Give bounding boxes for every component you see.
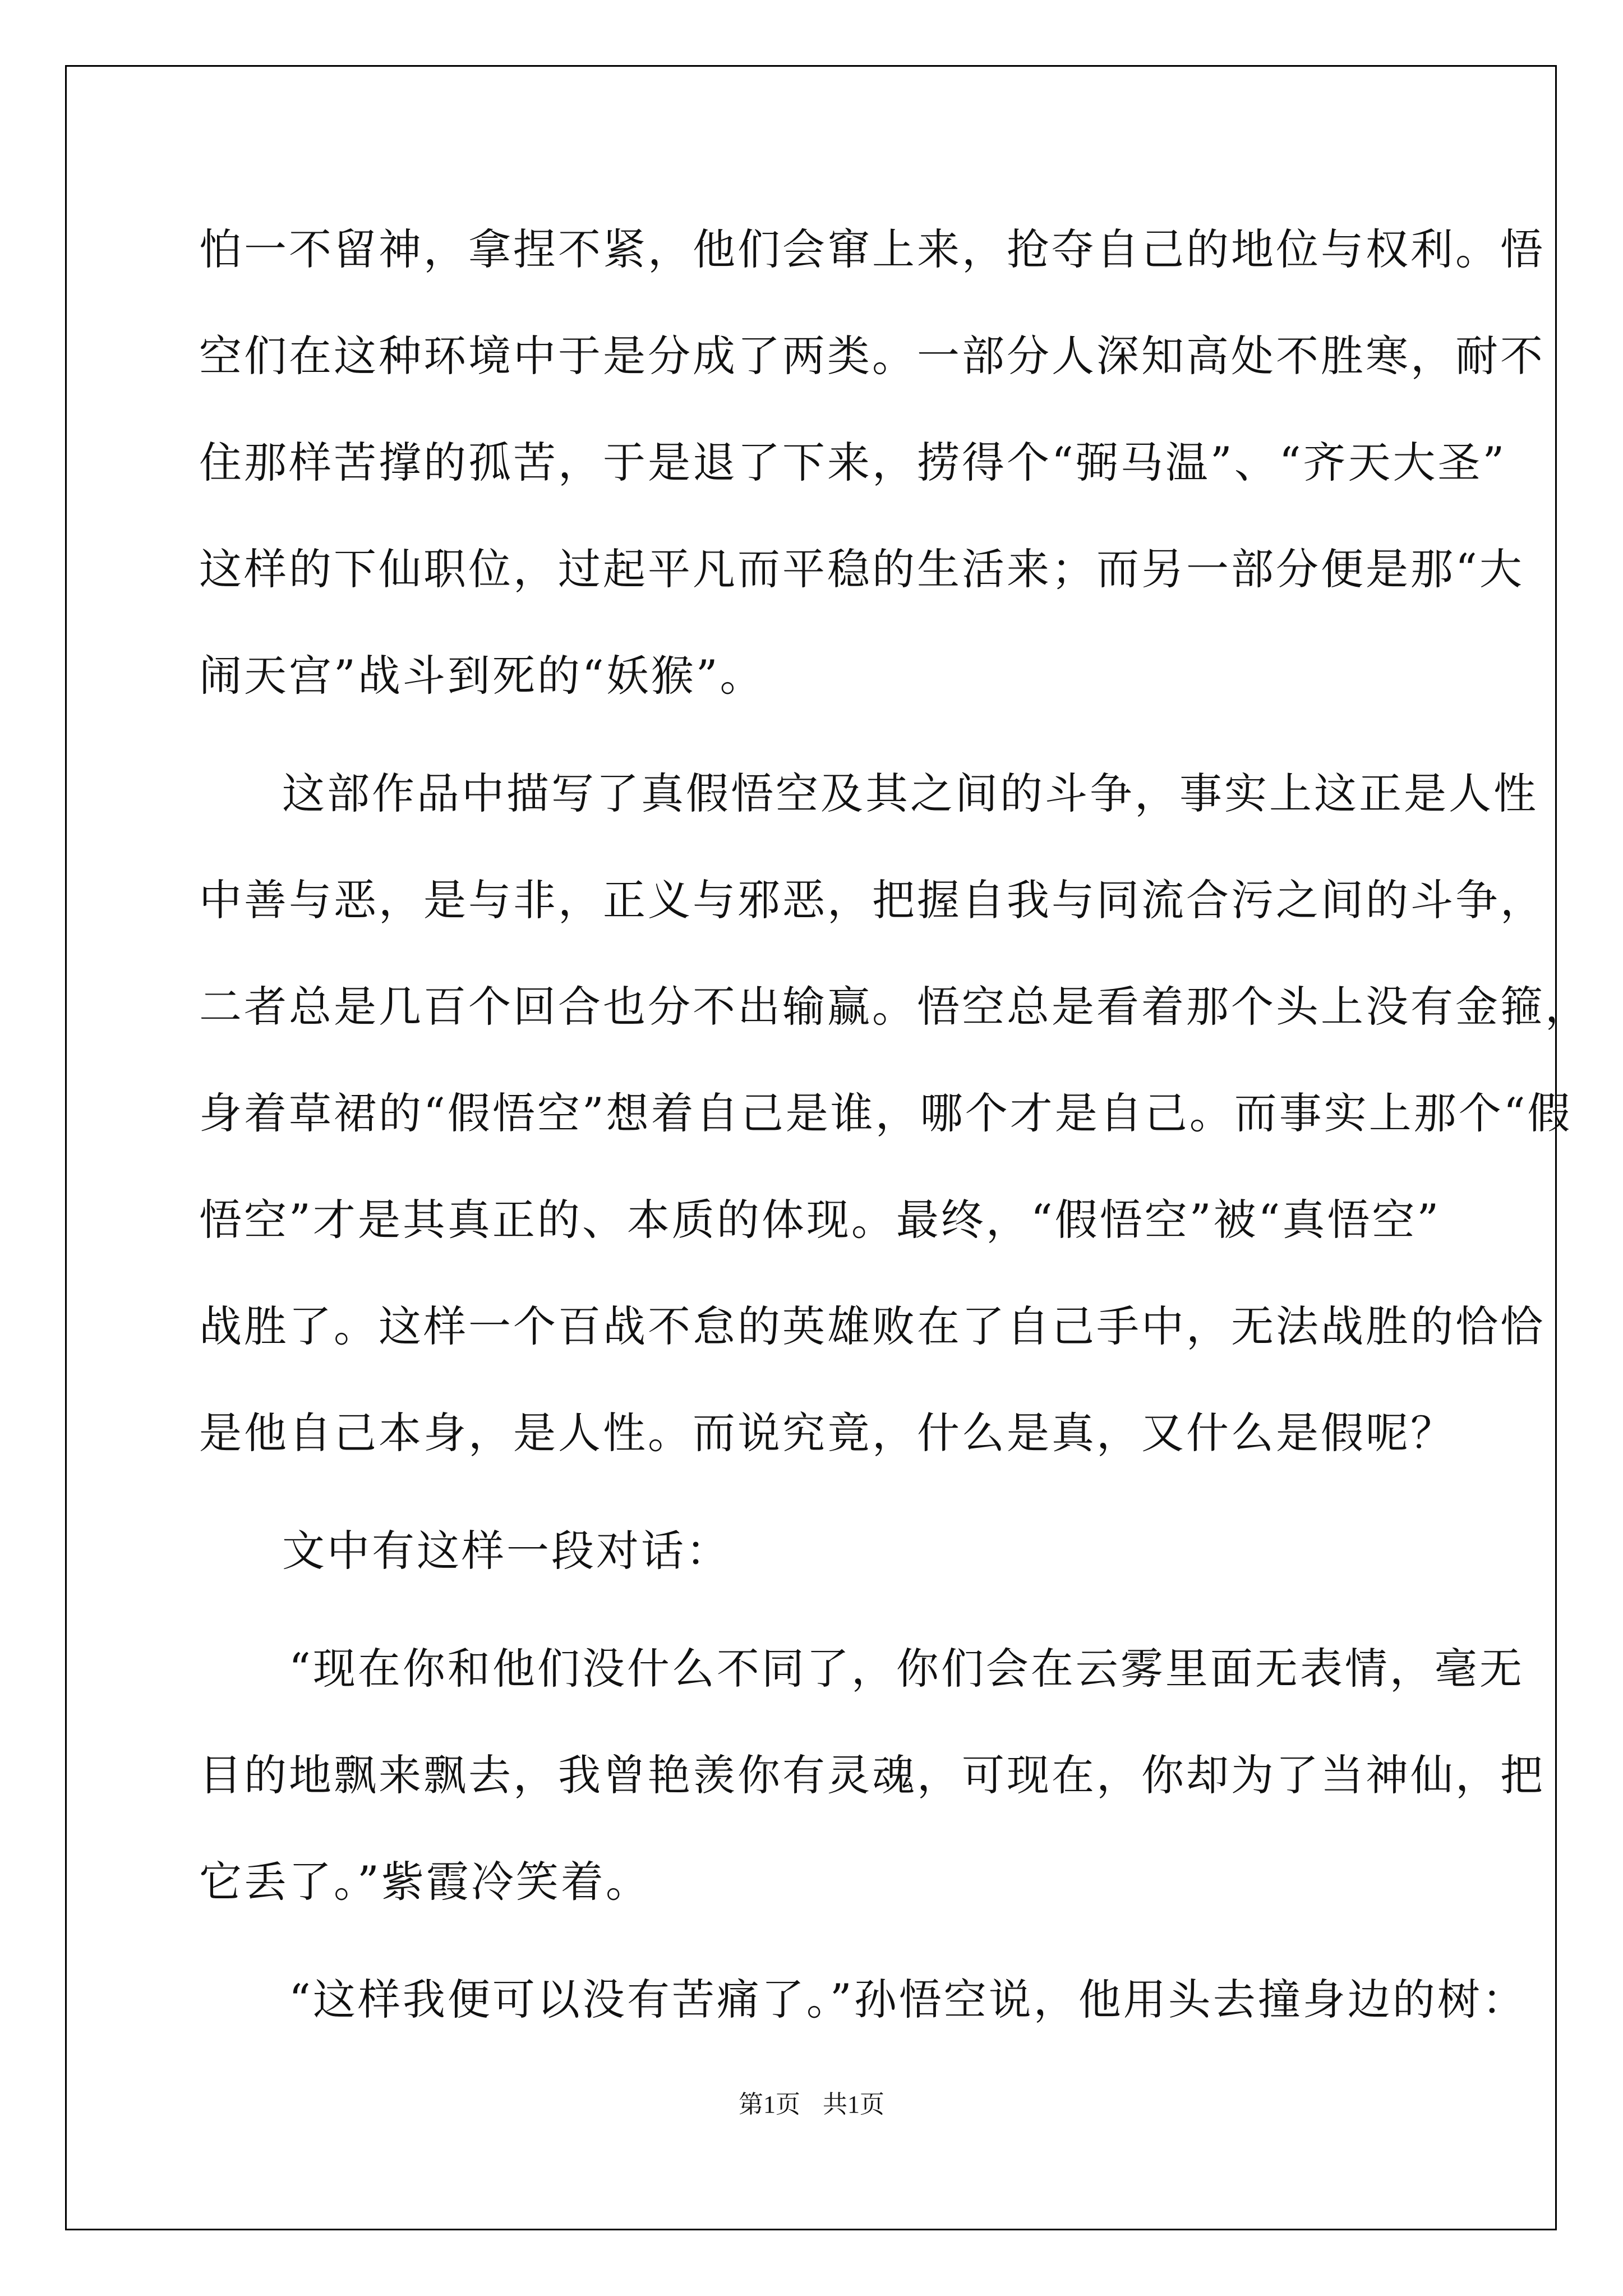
text-line: 这部作品中描写了真假悟空及其之间的斗争，事实上这正是人性 bbox=[282, 769, 1538, 818]
text-line: 它丢了。”紫霞冷笑着。 bbox=[199, 1857, 651, 1907]
text-line: 闹天宫”战斗到死的“妖猴”。 bbox=[199, 651, 765, 701]
text-line: 悟空”才是其真正的、本质的体现。最终，“假悟空”被“真悟空” bbox=[199, 1195, 1441, 1245]
paragraph-4 bbox=[199, 1627, 1545, 1958]
paragraph-5 bbox=[199, 1958, 1527, 2064]
page-number: 第1页 bbox=[739, 2091, 800, 2118]
text-line: 中善与恶，是与非，正义与邪恶，把握自我与同流合污之间的斗争， bbox=[199, 875, 1545, 925]
text-line: 目的地飘来飘去，我曾艳羡你有灵魂，可现在，你却为了当神仙，把 bbox=[199, 1750, 1545, 1800]
text-line: “这样我便可以没有苦痛了。”孙悟空说，他用头去撞身边的树： bbox=[289, 1975, 1527, 2024]
paragraph-3 bbox=[199, 1509, 1424, 1627]
text-line: 文中有这样一段对话： bbox=[282, 1526, 731, 1576]
document-body bbox=[199, 208, 1590, 2064]
text-line: 是他自己本身，是人性。而说究竟，什么是真，又什么是假呢？ bbox=[199, 1408, 1455, 1458]
text-line: 二者总是几百个回合也分不出输赢。悟空总是看着那个头上没有金箍， bbox=[199, 982, 1590, 1032]
text-line: “现在你和他们没什么不同了，你们会在云雾里面无表情，毫无 bbox=[289, 1644, 1524, 1694]
text-line: 怕一不留神，拿捏不紧，他们会窜上来，抢夺自己的地位与权利。悟 bbox=[199, 224, 1545, 274]
paragraph-1 bbox=[199, 208, 1545, 752]
page-footer bbox=[0, 2088, 1623, 2122]
text-line: 住那样苦撑的孤苦，于是退了下来，捞得个“弼马温”、“齐天大圣” bbox=[199, 438, 1507, 487]
text-line: 战胜了。这样一个百战不怠的英雄败在了自己手中，无法战胜的恰恰 bbox=[199, 1301, 1545, 1351]
text-line: 身着草裙的“假悟空”想着自己是谁，哪个才是自己。而事实上那个“假 bbox=[199, 1088, 1573, 1138]
text-line: 这样的下仙职位，过起平凡而平稳的生活来；而另一部分便是那“大 bbox=[199, 544, 1524, 594]
paragraph-2 bbox=[199, 752, 1590, 1509]
text-line: 空们在这种环境中于是分成了两类。一部分人深知高处不胜寒，耐不 bbox=[199, 331, 1545, 381]
page-total: 共1页 bbox=[823, 2091, 884, 2118]
